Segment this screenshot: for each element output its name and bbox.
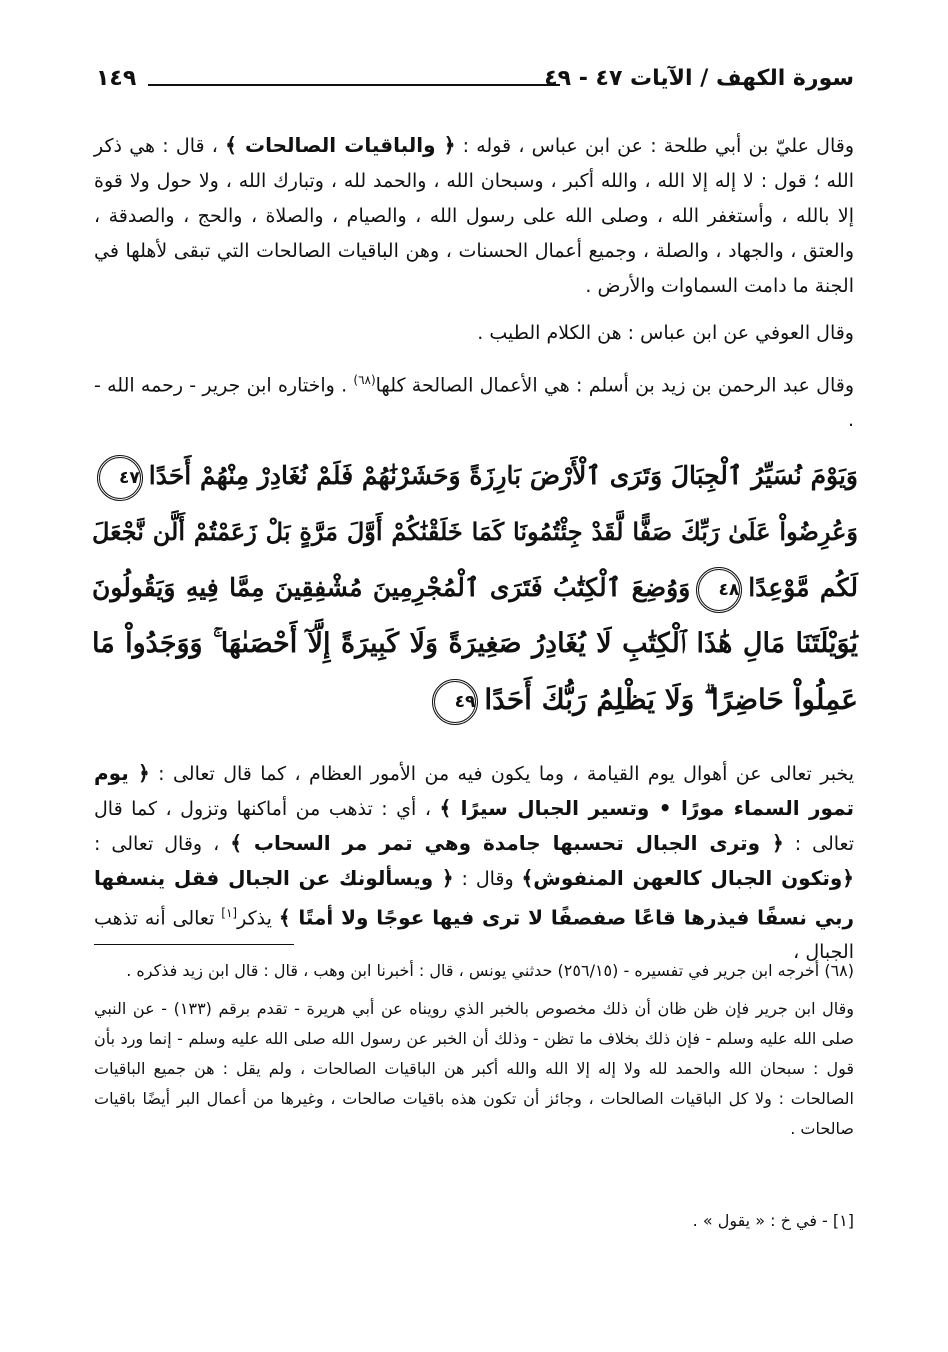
quran-verses [92, 448, 858, 728]
quran-quote: ﴿ وترى الجبال تحسبها جامدة وهي تمر مر السحاب ﴾ [230, 831, 784, 855]
text-span: يخبر تعالى عن أهوال يوم القيامة ، وما يكون فيه من الأمور العظام ، كما قال تعالى : [149, 763, 854, 785]
verse-text: لَكُم مَّوْعِدًا [748, 573, 858, 602]
quran-quote: ﴿ ويسألونك عن الجبال فقل ينسفها ربي نسفًا فيذرها قاعًا صفصفًا لا ترى فيها عوجًا ولا أمتًا ﴾ [94, 866, 854, 930]
ayah-marker: ٤٩ [432, 679, 478, 725]
text-span: يذكر [237, 907, 279, 930]
footnote-68: (٦٨) أخرجه ابن جرير في تفسيره - (٢٥٦/١٥) حدثني يونس ، قال : أخبرنا ابن وهب ، قال : قال ابن زيد فذكره . [126, 961, 854, 980]
verse-line [92, 672, 858, 728]
verse-line [92, 448, 858, 504]
verse-line: وَعُرِضُواْ عَلَىٰ رَبِّكَ صَفًّا لَّقَدْ جِئْتُمُونَا كَمَا خَلَقْنَٰكُمْ أَوَّلَ مَرَّةٍ بَلْ زَعَمْتُمْ أَلَّن نَّجْعَلَ [92, 517, 858, 546]
footnotes [94, 956, 854, 1144]
verse-line [92, 560, 858, 616]
verse-text: وَوُضِعَ ٱلْكِتَٰبُ فَتَرَى ٱلْمُجْرِمِينَ مُشْفِقِينَ مِمَّا فِيهِ وَيَقُولُونَ [92, 573, 691, 602]
header-rule [148, 84, 560, 86]
text-span: وقال : [453, 868, 522, 890]
text-span: وقال عليّ بن أبي طلحة : عن ابن عباس ، قوله : [455, 135, 854, 157]
paragraph-awfi: وقال العوفي عن ابن عباس : هن الكلام الطيب . [477, 322, 854, 344]
commentary-paragraph [94, 756, 854, 969]
ayah-marker: ٤٧ [97, 455, 143, 501]
text-span: ، أي : تذهب من أماكنها وتزول ، كما قال تعالى : [94, 798, 854, 855]
text-span: ، قال : هي ذكر الله ؛ قول : لا إله إلا الله ، والله أكبر ، وسبحان الله ، والحمد لله ، وتبارك الله ، ولا حول ولا قوة إلا بالله ، وأستغفر الله ، وصلى الله على رسول الله ، والصيام ، والصلاة ، والحج ، والصدقة ، والعتق ، والجهاد ، والصلة ، وجميع أعمال الحسنات ، وهن الباقيات الصالحات التي تبقى لأهلها في الجنة ما دامت السماوات والأرض . [94, 135, 854, 297]
page-number: ١٤٩ [96, 66, 137, 91]
paragraph-ibn-abi-talha [94, 128, 854, 304]
quran-quote: ﴿وتكون الجبال كالعهن المنفوش﴾ [521, 866, 854, 890]
text-span: . واختاره ابن جرير - رحمه الله - . [94, 374, 854, 432]
footnote-68-continued: وقال ابن جرير فإن ظن ظان أن ذلك مخصوص بالخبر الذي رويناه عن أبي هريرة - تقدم برقم (١٣٣) - عن النبي صلى الله عليه وسلم - فإن ذلك بخلاف ما تظن - وذلك أن الخبر عن رسول الله صلى الله عليه وسلم - إنما ورد بأن قول : سبحان الله والحمد لله ولا إله إلا الله والله أكبر هن الباقيات الصالحات ، ولم يقل : هن جميع الباقيات الصالحات : ولا كل الباقيات الصالحات ، وجائز أن تكون هذه باقيات صالحات ، وغيرها من أعمال البر أيضًا باقيات صالحات . [94, 999, 854, 1138]
text-span: ، وقال تعالى : [94, 833, 231, 855]
quran-quote: ﴿ والباقيات الصالحات ﴾ [225, 133, 456, 157]
quran-quote: ﴿ يوم تمور السماء مورًا • وتسير الجبال سيرًا ﴾ [94, 761, 854, 820]
verse-line: يَٰوَيْلَتَنَا مَالِ هَٰذَا ٱلْكِتَٰبِ لَا يُغَادِرُ صَغِيرَةً وَلَا كَبِيرَةً إِلَّآ أَحْصَىٰهَا ۚ وَوَجَدُواْ مَا [92, 628, 858, 659]
footnote-ref: (٦٨) [353, 373, 376, 387]
text-span: وقال عبد الرحمن بن زيد بن أسلم : هي الأعمال الصالحة كلها [375, 374, 854, 397]
footnote-rule [94, 944, 294, 945]
verse-text: وَيَوْمَ نُسَيِّرُ ٱلْجِبَالَ وَتَرَى ٱلْأَرْضَ بَارِزَةً وَحَشَرْنَٰهُمْ فَلَمْ نُغَادِرْ مِنْهُمْ أَحَدًا [148, 461, 858, 490]
running-title: سورة الكهف / الآيات ٤٧ - ٤٩ [544, 66, 854, 91]
paragraph-ibn-zayd [94, 363, 854, 438]
ayah-marker: ٤٨ [696, 567, 742, 613]
page-header [96, 62, 854, 102]
text-span: تعالى أنه تذهب الجبال ، [94, 907, 854, 964]
footnote-ref: [١] [221, 906, 238, 920]
footnote-1: [١] - في خ : « يقول » . [692, 1211, 854, 1230]
commentary [94, 756, 854, 969]
verse-text: عَمِلُواْ حَاضِرًا ۗ وَلَا يَظْلِمُ رَبُّكَ أَحَدًا [484, 683, 858, 716]
tafsir-body [94, 128, 854, 450]
